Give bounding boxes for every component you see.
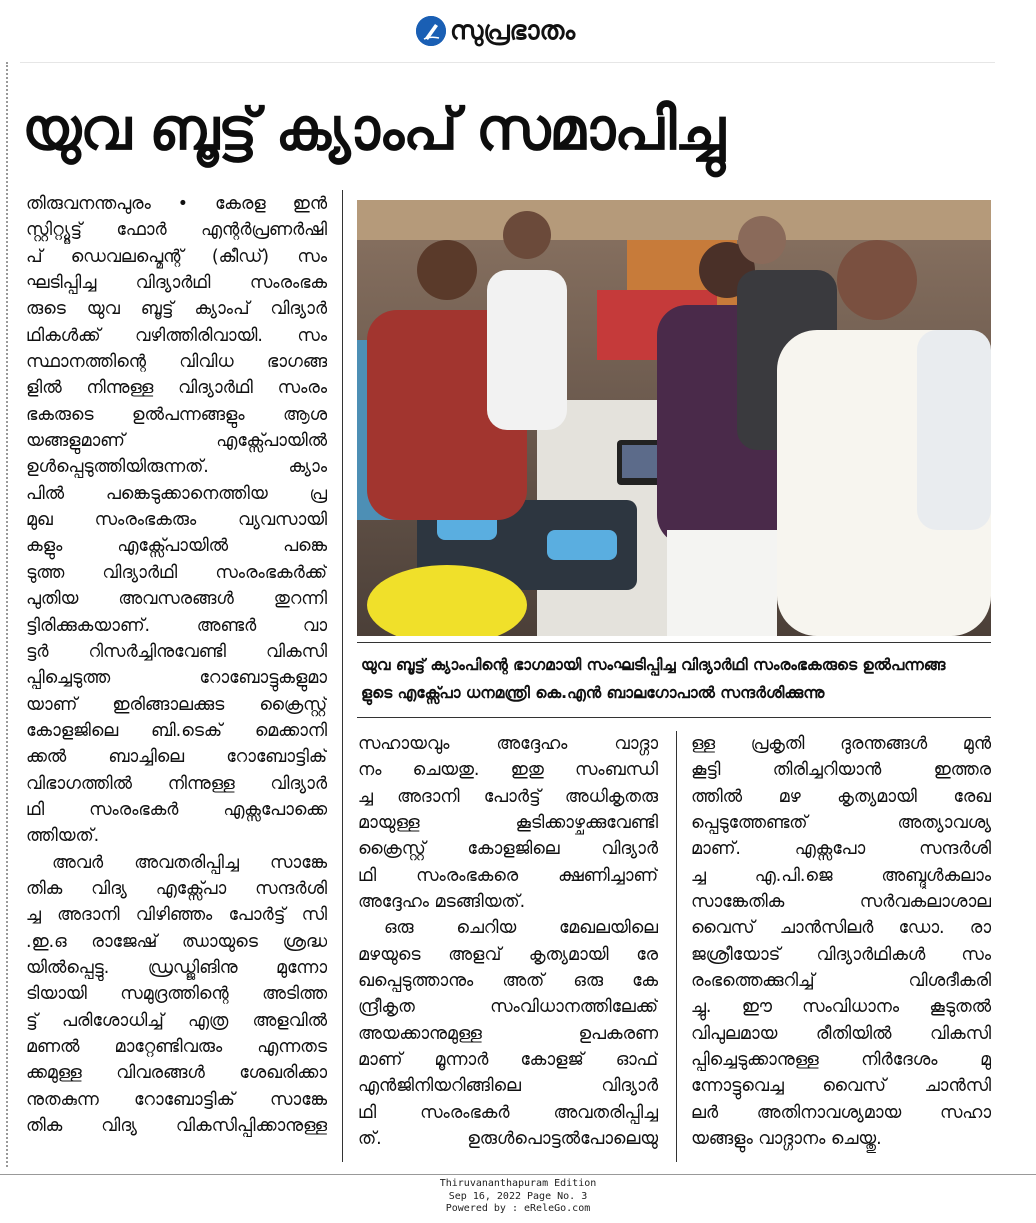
article-line: അവർ അവതരിപ്പിച്ച സാങ്കേ bbox=[52, 852, 327, 873]
article-line: കോളജിലെ ബി.ടെക് മെക്കാനി bbox=[26, 720, 327, 741]
article-line: ഉൾപ്പെടുത്തിയിരുന്നത്. ക്യാം bbox=[26, 457, 327, 478]
article-line: കൂട്ടി തിരിച്ചറിയാൻ ഇത്തര bbox=[691, 760, 991, 781]
article-line: വിപുലമായ രീതിയിൽ വികസി bbox=[691, 1023, 991, 1044]
newspaper-name: സുപ്രഭാതം bbox=[450, 16, 576, 46]
article-line: ട്ടിരിക്കുകയാണ്. അണ്ടർ വാ bbox=[26, 615, 327, 636]
article-line: മണൽ മാറ്റേണ്ടിവരും എന്നതട bbox=[26, 1037, 327, 1057]
article-line: ത്തിയത്. bbox=[26, 826, 100, 847]
article-line: ഒരു ചെറിയ മേഖലയിലെ bbox=[384, 918, 658, 939]
article-line: ന്ദ്രീകൃത സംവിധാനത്തിലേക്ക് bbox=[358, 997, 658, 1018]
article-line: ഥി സംരംഭകരെ ക്ഷണിച്ചാണ് bbox=[358, 865, 658, 886]
footer-rule bbox=[0, 1174, 1036, 1175]
article-line: .ഇ.ഒ രാജേഷ് ഝായുടെ ശ്രദ്ധ bbox=[26, 931, 327, 952]
article-line: പിൽ പങ്കെടുക്കാനെത്തിയ പ്ര bbox=[26, 483, 327, 504]
article-line: ജശ്രീയോട് വിദ്യാർഥികൾ സം bbox=[691, 944, 991, 965]
article-line: എൻജിനിയറിങ്ങിലെ വിദ്യാർ bbox=[358, 1076, 658, 1097]
article-line: തിരുവനന്തപുരം • കേരള ഇൻ bbox=[26, 194, 327, 214]
page-margin-dots bbox=[6, 62, 8, 1167]
article-line: യാണ് ഇരിങ്ങാലക്കുട ക്രൈസ്റ്റ് bbox=[26, 694, 327, 715]
page-footer bbox=[0, 1178, 1036, 1216]
article-line: അയക്കാനുമുള്ള ഉപകരണ bbox=[358, 1023, 658, 1044]
caption-bottom-rule bbox=[357, 717, 991, 718]
article-line: നം ചെയതു. ഇതു സംബന്ധി bbox=[358, 760, 658, 781]
article-line: തിക വിദ്യ എക്സ്പോ സന്ദർശി bbox=[26, 878, 327, 899]
article-line: പുതിയ അവസരങ്ങൾ തുറന്നി bbox=[26, 589, 327, 610]
article-line: സ്ഥാനത്തിന്റെ വിവിധ ഭാഗങ്ങ bbox=[26, 352, 327, 373]
article-line: ഖപ്പെടുത്താനും അത് ഒരു കേ bbox=[358, 971, 658, 992]
article-line: വിഭാഗത്തിൽ നിന്നുള്ള വിദ്യാർ bbox=[26, 773, 327, 794]
article-line: ക്രൈസ്റ്റ് കോളജിലെ വിദ്യാർ bbox=[358, 839, 658, 860]
article-line: നുതകുന്ന റോബോട്ടിക് സാങ്കേ bbox=[26, 1089, 327, 1110]
article-line: ച്ചു. ഈ സംവിധാനം കൂടുതൽ bbox=[691, 997, 991, 1018]
article-line: ള്ള പ്രകൃതി ദുരന്തങ്ങൾ മുൻ bbox=[691, 734, 991, 754]
article-line: കളും എക്സ്പോയിൽ പങ്കെ bbox=[26, 536, 327, 557]
powered-by-label: Powered by : eReleGo.com bbox=[445, 1203, 591, 1214]
article-line: ടുത്ത വിദ്യാർഥി സംരംഭകർക്ക് bbox=[26, 562, 327, 583]
article-line: വൈസ് ചാൻസിലർ ഡോ. രാ bbox=[691, 918, 991, 939]
article-line: ടിയായി സമുദ്രത്തിന്റെ അടിത്ത bbox=[26, 984, 327, 1005]
article-line: പ്പിച്ചെടുക്കാനുള്ള നിർദേശം മു bbox=[691, 1050, 991, 1071]
article-line: ഭകരുടെ ഉൽപന്നങ്ങളും ആശ bbox=[26, 404, 327, 425]
article-line: മുഖ സംരംഭകരും വ്യവസായി bbox=[26, 510, 327, 531]
masthead bbox=[0, 12, 1036, 52]
caption-top-rule bbox=[357, 642, 991, 643]
article-line: അദ്ദേഹം മടങ്ങിയത്. bbox=[358, 892, 526, 913]
article-line: സഹായവും അദ്ദേഹം വാദ്ഗാ bbox=[358, 734, 658, 754]
article-line: സാങ്കേതിക സർവകലാശാല bbox=[691, 892, 991, 913]
article-line: പ് ഡെവലപ്മെന്റ് (കീഡ്) സം bbox=[26, 246, 327, 267]
article-line: മായുള്ള കൂടിക്കാഴ്ചക്കുവേണ്ടി bbox=[358, 813, 658, 834]
article-line: ഥികൾക്ക് വഴിത്തിരിവായി. സം bbox=[26, 325, 327, 346]
article-line: ഥി സംരംഭകർ എക്സപോക്കെ bbox=[26, 799, 327, 820]
article-line: യങ്ങളുമാണ് എക്സ്പോയിൽ bbox=[26, 431, 327, 452]
article-line: ത്തിൽ മഴ കൃത്യമായി രേഖ bbox=[691, 786, 991, 807]
column-divider bbox=[342, 190, 343, 1162]
article-line: ട്ടർ റിസർച്ചിനുവേണ്ടി വികസി bbox=[26, 641, 327, 662]
article-line: തിക വിദ്യ വികസിപ്പിക്കാനുള്ള bbox=[26, 1116, 327, 1137]
article-line: ഥി സംരംഭകർ അവതരിപ്പിച്ച bbox=[358, 1102, 658, 1123]
article-line: ഘടിപ്പിച്ച വിദ്യാർഥി സംരംഭക bbox=[26, 273, 327, 294]
edition-label: Thiruvananthapuram Edition bbox=[439, 1178, 597, 1189]
article-line: ന്നോട്ടുവെച്ച വൈസ് ചാൻസി bbox=[691, 1076, 991, 1097]
top-rule bbox=[20, 62, 995, 63]
article-column-1 bbox=[26, 191, 327, 1139]
article-line: ലർ അതിനാവശ്യമായ സഹാ bbox=[691, 1102, 991, 1123]
article-headline: യുവ ബൂട്ട് ക്യാംപ് സമാപിച്ചു bbox=[22, 95, 724, 163]
article-line: മഴയുടെ അളവ് കൃത്യമായി രേ bbox=[358, 944, 658, 965]
article-line: ക്കമുള്ള വിവരങ്ങൾ ശേഖരിക്കാ bbox=[26, 1063, 327, 1084]
article-line: സ്റ്റിറ്റ്യൂട്ട് ഫോർ എന്റർപ്രണർഷി bbox=[26, 220, 327, 241]
article-line: ച്ച അദാനി വിഴിഞ്ഞം പോർട്ട് സി bbox=[26, 905, 327, 926]
pen-nib-icon bbox=[416, 16, 446, 46]
article-line: ളിൽ നിന്നുള്ള വിദ്യാർഥി സംരം bbox=[26, 378, 327, 399]
column-divider bbox=[676, 731, 677, 1162]
article-line: യങ്ങളും വാദ്ഗാനം ചെയ്തു. bbox=[691, 1129, 882, 1150]
article-line: രുടെ യുവ ബൂട്ട് ക്യാംപ് വിദ്യാർ bbox=[26, 299, 327, 320]
article-column-3 bbox=[691, 731, 991, 1153]
article-line: ട്ട് പരിശോധിച്ച് എത്ര അളവിൽ bbox=[26, 1010, 327, 1031]
article-line: ച്ച അദാനി പോർട്ട് അധികൃതരു bbox=[358, 786, 658, 807]
article-line: ച്ച എ.പി.ജെ അബ്ദുൾകലാം bbox=[691, 865, 991, 886]
article-line: മാണ് മൂന്നാർ കോളജ് ഓഫ് bbox=[358, 1050, 658, 1071]
article-line: മാണ്. എക്സപോ സന്ദർശി bbox=[691, 839, 991, 860]
news-photo bbox=[357, 200, 991, 636]
caption-line: യുവ ബൂട്ട് ക്യാംപിന്റെ ഭാഗമായി സംഘടിപ്പിച്ച വിദ്യാർഥി സംരംഭകരുടെ ഉൽപന്നങ്ങ bbox=[361, 656, 946, 674]
article-line: രംഭത്തെക്കുറിച്ച് വിശദീകരി bbox=[691, 971, 991, 992]
caption-line: ളുടെ എക്സ്പോ ധനമന്ത്രി കെ.എൻ ബാലഗോപാൽ സന്ദർശിക്കുന്നു bbox=[361, 684, 825, 702]
article-line: യിൽപ്പെട്ടു. ഡ്രഡ്ജിങിനു മുന്നോ bbox=[26, 957, 327, 978]
article-line: ക്കൽ ബാച്ചിലെ റോബോട്ടിക് bbox=[26, 747, 327, 768]
photo-caption bbox=[361, 651, 991, 707]
date-page-label: Sep 16, 2022 Page No. 3 bbox=[448, 1190, 588, 1202]
article-line: പ്പിച്ചെടുത്ത റോബോട്ടുകളുമാ bbox=[26, 668, 327, 689]
article-column-2 bbox=[358, 731, 658, 1153]
article-line: പ്പെടുത്തേണ്ടത് അത്യാവശ്യ bbox=[691, 813, 991, 834]
article-line: ത്. ഉരുൾപൊട്ടൽപോലെയു bbox=[358, 1129, 658, 1150]
